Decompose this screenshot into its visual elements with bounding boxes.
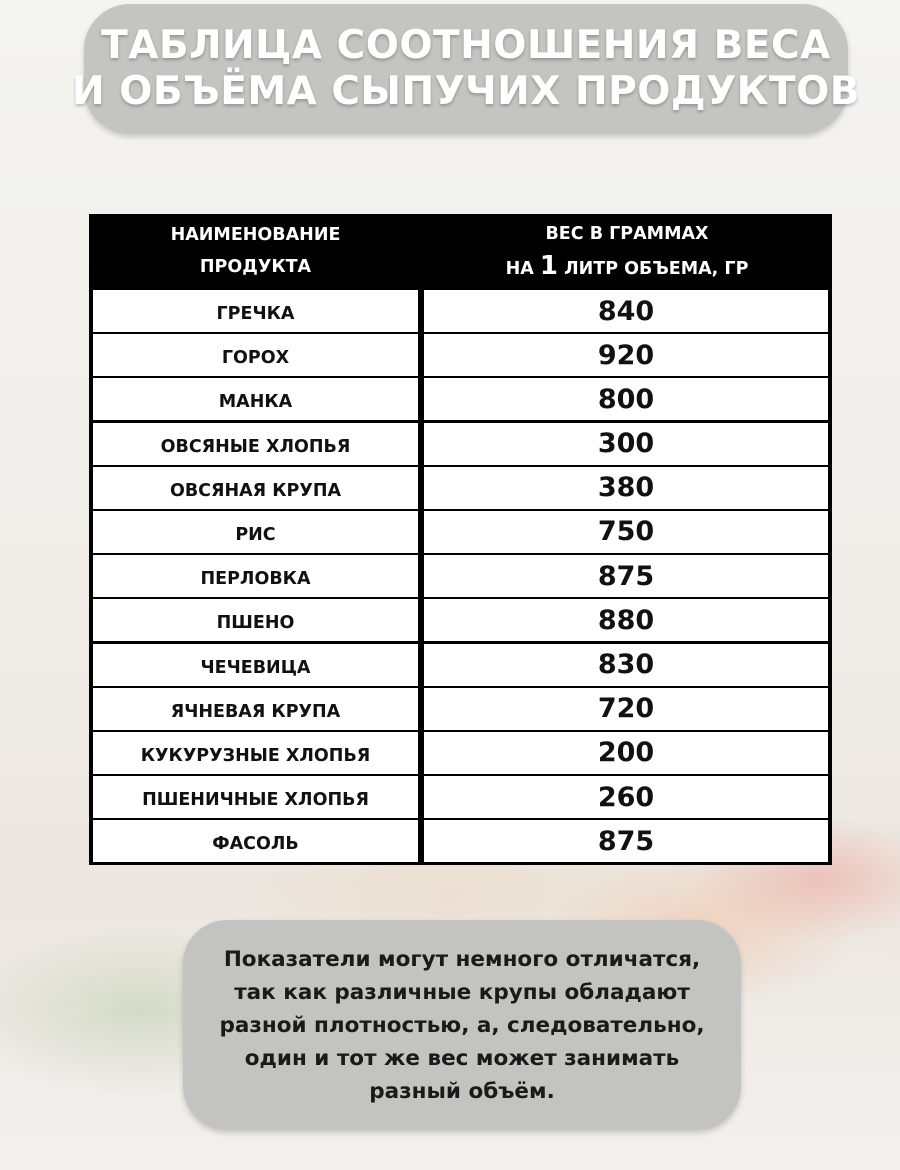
table-row xyxy=(93,511,828,553)
weight-value-cell: 750 xyxy=(424,511,828,553)
table-row xyxy=(93,732,828,774)
header-weight-suffix: ЛИТР ОБЪЕМА, ГР xyxy=(557,258,749,279)
header-weight-number: 1 xyxy=(539,250,558,281)
table-row xyxy=(93,423,828,465)
weight-value-cell: 875 xyxy=(424,555,828,597)
product-name-cell: ПЕРЛОВКА xyxy=(93,555,418,597)
note-box xyxy=(183,920,741,1130)
weight-value-cell: 800 xyxy=(424,378,828,420)
table-header xyxy=(89,214,832,288)
header-product-line-1: НАИМЕНОВАНИЕ xyxy=(170,225,341,245)
product-name-cell: ГРЕЧКА xyxy=(93,290,418,332)
product-name-cell: ОВСЯНАЯ КРУПА xyxy=(93,467,418,509)
weight-value-cell: 380 xyxy=(424,467,828,509)
note-line: Показатели могут немного отличатся, xyxy=(223,946,701,972)
weight-volume-table xyxy=(89,214,832,865)
header-product-line-2: ПРОДУКТА xyxy=(199,257,312,277)
product-name-cell: ГОРОХ xyxy=(93,334,418,376)
table-row xyxy=(93,688,828,730)
product-name-cell: ПШЕНИЧНЫЕ ХЛОПЬЯ xyxy=(93,776,418,818)
weight-value-cell: 880 xyxy=(424,599,828,641)
table-row xyxy=(93,290,828,332)
weight-value-cell: 720 xyxy=(424,688,828,730)
product-name-cell: МАНКА xyxy=(93,378,418,420)
weight-value-cell: 300 xyxy=(424,423,828,465)
table-row xyxy=(93,378,828,420)
table-row xyxy=(93,467,828,509)
title-banner xyxy=(71,4,861,134)
weight-value-cell: 200 xyxy=(424,732,828,774)
weight-value-cell: 875 xyxy=(424,820,828,862)
weight-value-cell: 830 xyxy=(424,644,828,686)
product-name-cell: ПШЕНО xyxy=(93,599,418,641)
product-name-cell: ЧЕЧЕВИЦА xyxy=(93,644,418,686)
product-name-cell: КУКУРУЗНЫЕ ХЛОПЬЯ xyxy=(93,732,418,774)
table-row xyxy=(93,644,828,686)
weight-value-cell: 260 xyxy=(424,776,828,818)
header-weight-prefix: НА xyxy=(505,258,540,279)
table-row xyxy=(93,555,828,597)
product-name-cell: ОВСЯНЫЕ ХЛОПЬЯ xyxy=(93,423,418,465)
table-row xyxy=(93,599,828,641)
note-line: так как различные крупы обладают xyxy=(234,979,690,1005)
product-name-cell: ЯЧНЕВАЯ КРУПА xyxy=(93,688,418,730)
product-name-cell: ФАСОЛЬ xyxy=(93,820,418,862)
weight-value-cell: 920 xyxy=(424,334,828,376)
title-line-2: И ОБЪЁМА СЫПУЧИХ ПРОДУКТОВ xyxy=(71,69,861,114)
weight-value-cell: 840 xyxy=(424,290,828,332)
table-row xyxy=(93,776,828,818)
note-line: один и тот же вес может занимать xyxy=(244,1045,680,1071)
note-line: разный объём. xyxy=(369,1078,555,1104)
table-body xyxy=(93,290,828,864)
header-weight-line-2 xyxy=(506,250,749,285)
table-row xyxy=(93,820,828,862)
header-weight-line-1: ВЕС В ГРАММАХ xyxy=(545,223,709,244)
table-row xyxy=(93,334,828,376)
note-line: разной плотностью, а, следовательно, xyxy=(219,1012,705,1038)
product-name-cell: РИС xyxy=(93,511,418,553)
header-weight xyxy=(422,214,832,288)
header-product-name xyxy=(89,214,422,288)
title-line-1: ТАБЛИЦА СООТНОШЕНИЯ ВЕСА xyxy=(101,23,831,68)
